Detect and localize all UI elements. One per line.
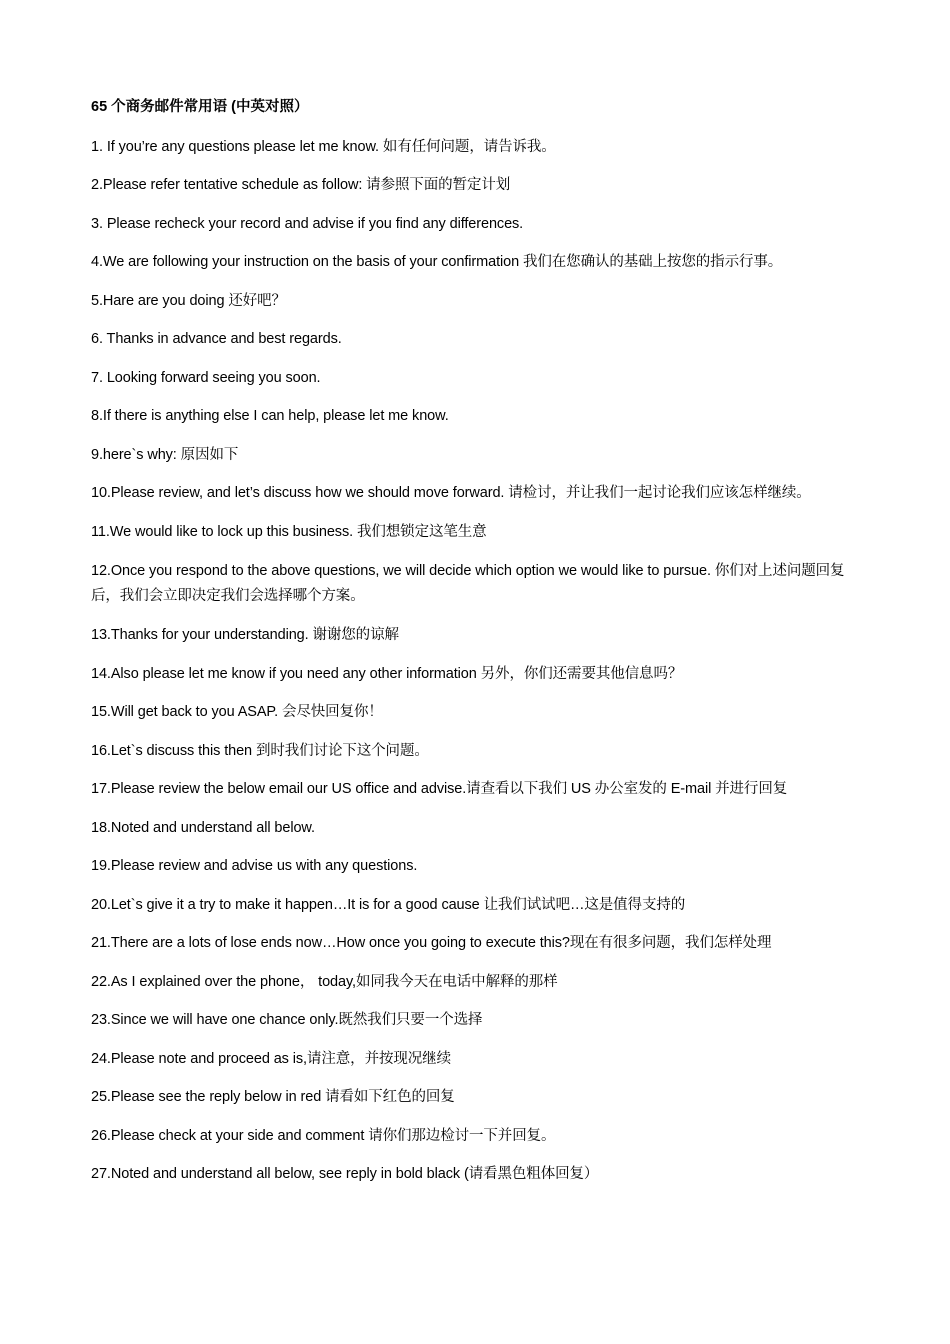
phrase-item: 1. If you’re any questions please let me know. 如有任何问题，请告诉我。 — [91, 138, 556, 155]
phrase-item: 24.Please note and proceed as is,请注意，并按现况继续 — [91, 1050, 451, 1067]
phrase-item: 26.Please check at your side and comment 请你们那边检讨一下并回复。 — [91, 1127, 556, 1144]
phrase-item: 2.Please refer tentative schedule as follow: 请参照下面的暂定计划 — [91, 177, 511, 193]
document-title: 65 个商务邮件常用语 (中英对照） — [91, 99, 309, 115]
phrase-item: 14.Also please let me know if you need any other information 另外，你们还需要其他信息吗？ — [91, 665, 683, 682]
phrase-item: 23.Since we will have one chance only.既然我们只要一个选择 — [91, 1012, 483, 1028]
phrase-item: 9.here`s why: 原因如下 — [91, 446, 239, 463]
phrase-item: 5.Hare are you doing 还好吧？ — [91, 292, 286, 309]
phrase-item: 21.There are a lots of lose ends now…How once you going to execute this?现在有很多问题，我们怎样处理 — [91, 935, 772, 951]
phrase-item: 25.Please see the reply below in red 请看如下红色的回复 — [91, 1089, 455, 1105]
phrase-item: 16.Let`s discuss this then 到时我们讨论下这个问题。 — [91, 742, 429, 759]
phrase-item: 17.Please review the below email our US office and advise.请查看以下我们 US 办公室发的 E-mail 并进行回复 — [91, 781, 788, 797]
phrase-item: 3. Please recheck your record and advise if you find any differences. — [91, 215, 524, 232]
phrase-item: 15.Will get back to you ASAP. 会尽快回复你！ — [91, 704, 383, 720]
phrase-item: 10.Please review, and let’s discuss how we should move forward. 请检讨，并让我们一起讨论我们应该怎样继续。 — [91, 485, 811, 501]
phrase-item: 8.If there is anything else I can help, please let me know. — [91, 408, 449, 424]
phrase-item: 4.We are following your instruction on the basis of your confirmation 我们在您确认的基础上按您的指示行事。 — [91, 254, 783, 270]
phrase-item: 20.Let`s give it a try to make it happen…It is for a good cause 让我们试试吧…这是值得支持的 — [91, 896, 686, 913]
phrase-item: 22.As I explained over the phone， today,如同我今天在电话中解释的那样 — [91, 973, 558, 990]
phrase-item: 13.Thanks for your understanding. 谢谢您的谅解 — [91, 627, 399, 643]
phrase-item: 19.Please review and advise us with any questions. — [91, 858, 418, 874]
phrase-item: 27.Noted and understand all below, see reply in bold black (请看黑色粗体回复） — [91, 1166, 599, 1182]
phrase-item: 6. Thanks in advance and best regards. — [91, 331, 342, 347]
phrase-item: 18.Noted and understand all below. — [91, 819, 315, 836]
phrase-item: 7. Looking forward seeing you soon. — [91, 369, 321, 386]
phrase-item: 12.Once you respond to the above questions, we will decide which option we would like to pursue. 你们对上述问题回复后，我们会立即决定我们会选择哪个方案。 — [91, 562, 845, 604]
phrase-item: 11.We would like to lock up this business. 我们想锁定这笔生意 — [91, 524, 487, 540]
document-body — [91, 96, 863, 1201]
